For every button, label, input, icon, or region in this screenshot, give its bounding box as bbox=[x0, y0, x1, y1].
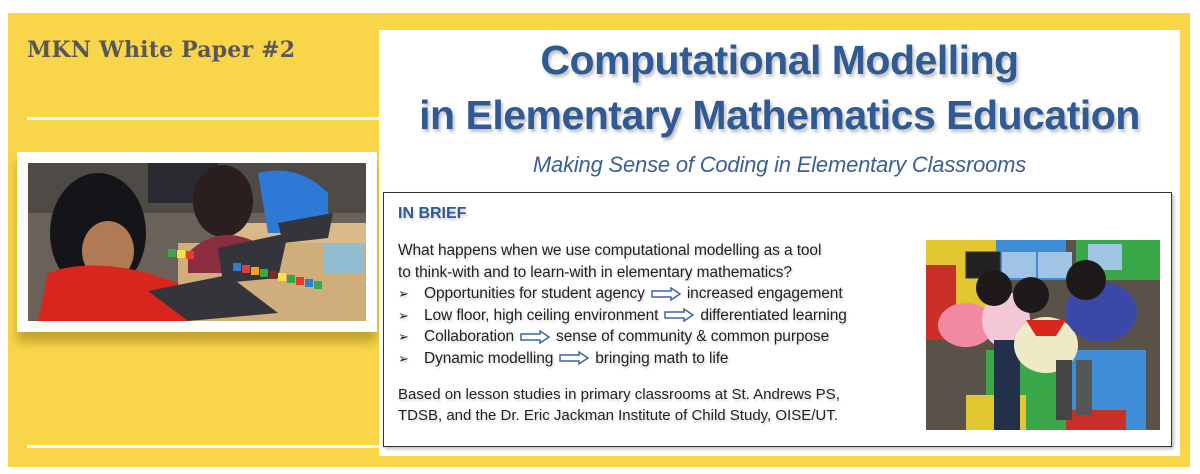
bullet-item bbox=[398, 305, 918, 327]
subtitle: Making Sense of Coding in Elementary Classrooms bbox=[532, 152, 1027, 177]
in-brief-body bbox=[398, 240, 918, 369]
right-arrow-icon bbox=[559, 351, 589, 365]
bullet-item bbox=[398, 283, 918, 305]
classroom-laptops-photo bbox=[28, 163, 366, 321]
bullet-marker-icon: ➢ bbox=[398, 329, 409, 344]
bullet-item bbox=[398, 348, 918, 370]
classroom-photo-frame bbox=[17, 152, 377, 332]
bullet-marker-icon: ➢ bbox=[398, 350, 409, 366]
bullet-effect: bringing math to life bbox=[595, 349, 729, 367]
question-line-1: What happens when we use computational modelling as a tool bbox=[398, 242, 822, 259]
bullet-cause: Collaboration bbox=[424, 328, 515, 345]
source-line-1: Based on lesson studies in primary classrooms at St. Andrews PS, bbox=[398, 386, 840, 403]
right-arrow-icon bbox=[520, 330, 550, 344]
source-line-2: TDSB, and the Dr. Eric Jackman Institute of Child Study, OISE/UT. bbox=[398, 407, 838, 424]
bullet-cause: Dynamic modelling bbox=[424, 349, 554, 367]
bullet-effect: differentiated learning bbox=[700, 306, 847, 324]
bullet-marker-icon: ➢ bbox=[398, 307, 409, 323]
source-note bbox=[398, 384, 840, 426]
divider-bottom bbox=[27, 445, 379, 448]
bullet-effect: increased engagement bbox=[686, 285, 843, 302]
bullet-marker-icon: ➢ bbox=[398, 286, 409, 301]
series-label: MKN White Paper #2 bbox=[27, 37, 296, 63]
title-line-1: Computational Modelling bbox=[540, 37, 1019, 83]
divider-top bbox=[27, 117, 379, 120]
bullet-cause: Opportunities for student agency bbox=[424, 285, 645, 302]
in-brief-heading: IN BRIEF bbox=[398, 205, 467, 222]
bullet-item bbox=[398, 326, 918, 348]
students-on-mat-photo bbox=[926, 240, 1160, 430]
question-line-2: to think-with and to learn-with in elementary mathematics? bbox=[398, 263, 792, 281]
in-brief-box bbox=[383, 192, 1172, 447]
title-panel bbox=[379, 30, 1180, 456]
title-line-2: in Elementary Mathematics Education bbox=[419, 92, 1140, 138]
bullet-cause: Low floor, high ceiling environment bbox=[424, 306, 659, 324]
bullet-effect: sense of community & common purpose bbox=[556, 328, 830, 345]
right-arrow-icon bbox=[651, 287, 681, 301]
right-arrow-icon bbox=[664, 308, 694, 322]
